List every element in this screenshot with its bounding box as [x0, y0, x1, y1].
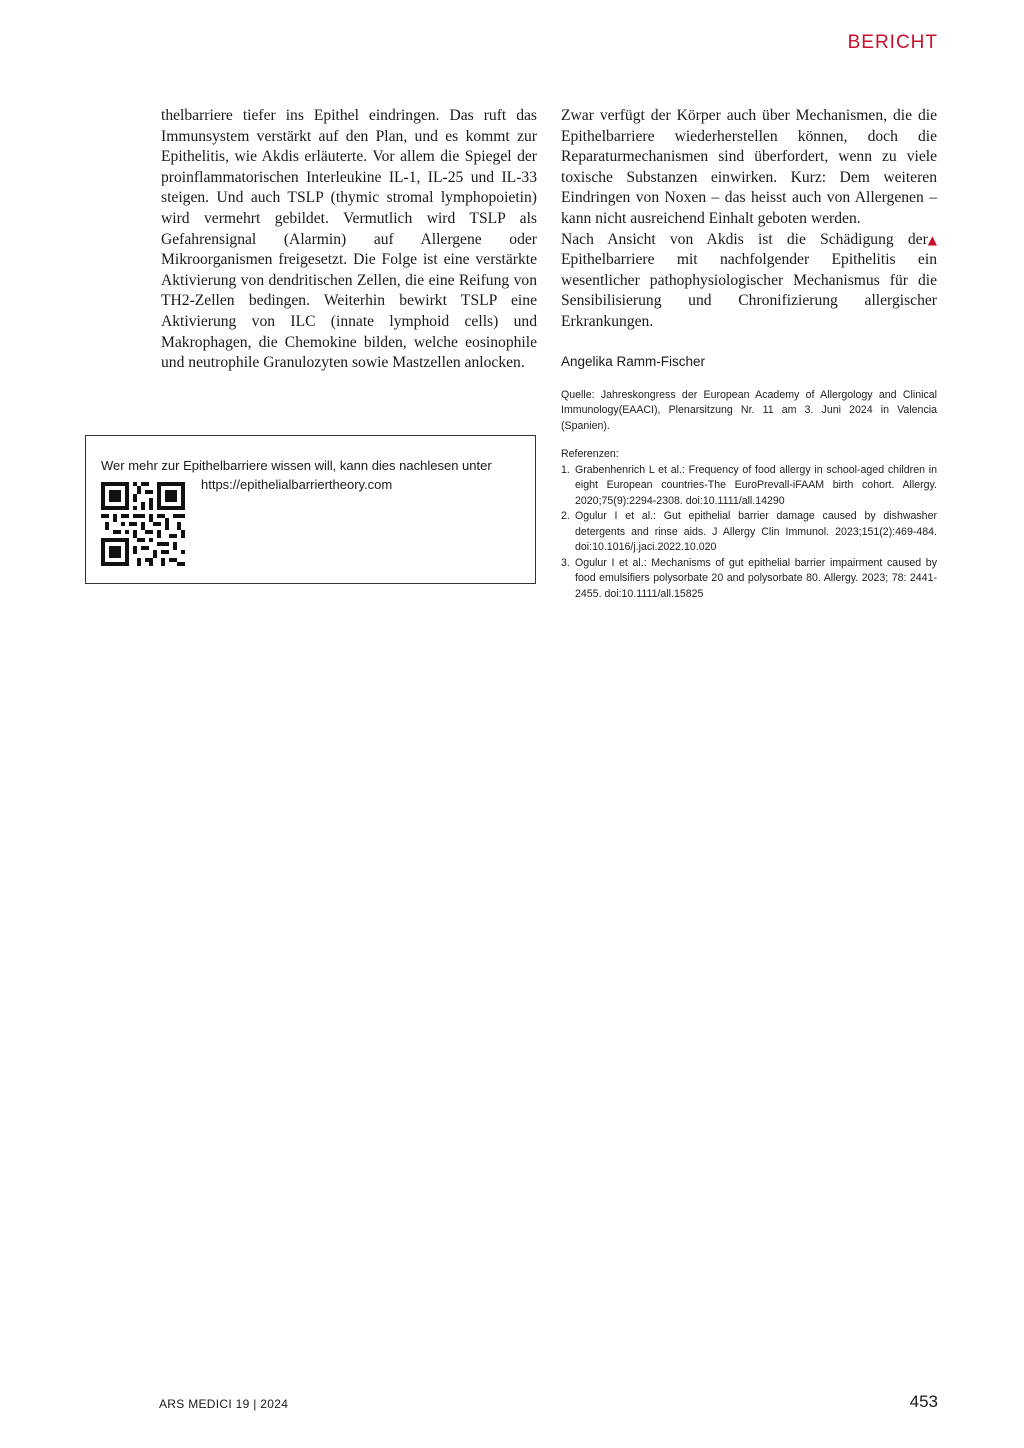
references-title: Referenzen:	[561, 448, 619, 461]
reference-number: 1.	[561, 463, 570, 476]
section-label: BERICHT	[847, 32, 938, 53]
right-column	[561, 106, 937, 602]
footer-journal: ARS MEDICI 19 | 2024	[159, 1397, 289, 1411]
reference-item	[561, 463, 937, 510]
info-box-url-link[interactable]: https://epithelialbarriertheory.com	[201, 477, 393, 492]
reference-item	[561, 509, 937, 556]
right-paragraph-2-text: Nach Ansicht von Akdis ist die Schädigung der Epithelbarriere mit nachfolgender Epithelitis ein wesentlicher pathophysiologischer Mechanismus für die Sensibilisierung und Chronifizierung allergischer Erkrankungen.	[561, 230, 937, 330]
references-list	[561, 463, 937, 603]
left-column-paragraph: thelbarriere tiefer ins Epithel eindringen. Das ruft das Immunsystem verstärkt auf den Plan, und es kommt zur Epithelitis, wie Akdis erläuterte. Vor allem die Spiegel der proinflammatorischen Interleukine IL-1, IL-25 und IL-33 steigen. Und auch TSLP (thymic stromal lymphopoietin) wird vermehrt gebildet. Vermutlich wird TSLP als Gefahrensignal (Alarmin) auf Allergene oder Mikroorganismen freigesetzt. Die Folge ist eine verstärkte Aktivierung von dendritischen Zellen, die eine Reifung von TH2-Zellen bedingen. Weiterhin bewirkt TSLP eine Aktivierung von ILC (innate lymphoid cells) und Makrophagen, die Chemokine bilden, welche eosinophile und neutrophile Granulozyten sowie Mastzellen anlocken.	[161, 107, 537, 372]
reference-number: 3.	[561, 556, 570, 569]
right-paragraph-2	[561, 230, 937, 333]
reference-text: Ogulur I et al.: Gut epithelial barrier damage caused by dishwasher detergents and rinse aids. J Allergy Clin Immunol. 2023;151(2):469-484. doi:10.1016/j.jaci.2022.10.020	[575, 510, 937, 554]
page-number: 453	[909, 1392, 938, 1411]
reference-number: 2.	[561, 510, 570, 523]
reference-text: Ogulur I et al.: Mechanisms of gut epithelial barrier impairment caused by food emulsifiers polysorbate 20 and polysorbate 80. Allergy. 2023; 78: 2441-2455. doi:10.1111/all.15825	[575, 556, 937, 600]
reference-item	[561, 556, 937, 603]
source-note: Quelle: Jahreskongress der European Academy of Allergology and Clinical Immunology(EAACI), Plenarsitzung Nr. 11 am 3. Juni 2024 in Valencia (Spanien).	[561, 388, 937, 432]
references-section	[561, 447, 937, 602]
end-mark-icon: ▲	[927, 232, 937, 247]
info-box	[85, 435, 536, 584]
left-column	[161, 106, 537, 374]
author-name: Angelika Ramm-Fischer	[561, 353, 706, 369]
qr-code-icon[interactable]	[101, 482, 185, 566]
right-paragraph-1: Zwar verfügt der Körper auch über Mechanismen, die die Epithelbarriere wiederherstellen können, doch die Reparaturmechanismen sind überfordert, wenn zu viele toxische Substanzen einwirken. Kurz: Dem weiteren Eindringen von Noxen – das heisst auch von Allergenen – kann nicht ausreichend Einhalt geboten werden.	[561, 107, 937, 227]
reference-text: Grabenhenrich L et al.: Frequency of food allergy in school-aged children in eight European countries-The EuroPrevall-iFAAM birth cohort. Allergy. 2020;75(9):2294-2308. doi:10.1111/all.14290	[575, 463, 937, 507]
info-box-text: Wer mehr zur Epithelbarriere wissen will, kann dies nachlesen unter	[101, 458, 492, 473]
